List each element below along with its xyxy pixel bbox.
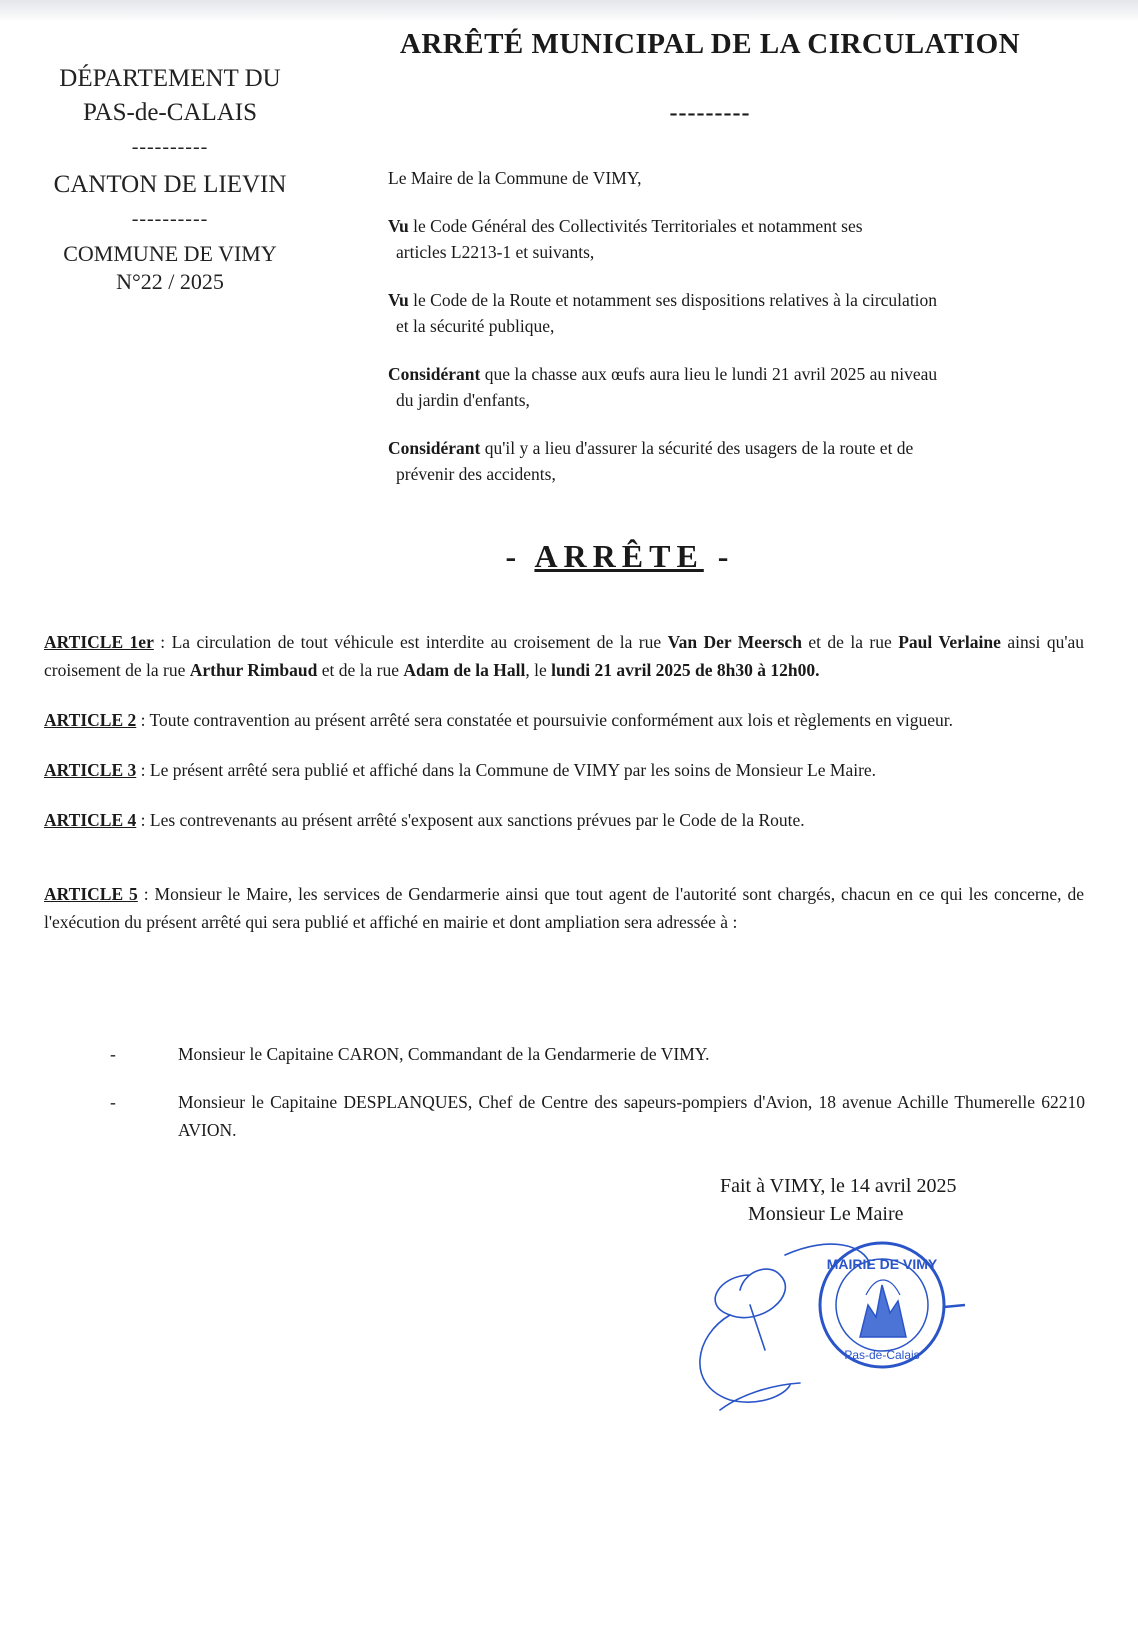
separator: ----------	[131, 208, 209, 230]
article-label: ARTICLE 3	[44, 760, 137, 780]
department-line-2: PAS-de-CALAIS	[82, 99, 258, 126]
department-line-1: DÉPARTEMENT DU	[59, 65, 281, 92]
article-text: : Monsieur le Maire, les services de Gendarmerie ainsi que tout agent de l'autorité sont chargés, chacun en ce qui les concerne, de l'exécution du présent arrêté qui sera publié et affiché en mairie et dont ampliation sera adressée à :	[44, 884, 1084, 932]
article-label: ARTICLE 1er	[44, 632, 154, 652]
article-label: ARTICLE 5	[44, 884, 138, 904]
article-text: : Le présent arrêté sera publié et affiché dans la Commune de VIMY par les soins de Monsieur Le Maire.	[136, 760, 877, 780]
articles	[44, 628, 1084, 958]
vu-text: le Code Général des Collectivités Territoriales et notamment ses	[408, 216, 863, 236]
considerant-text-continued: prévenir des accidents,	[396, 464, 556, 484]
vu-text-continued: articles L2213-1 et suivants,	[396, 242, 595, 262]
considerant-text-continued: du jardin d'enfants,	[396, 390, 530, 410]
article-text: et de la rue	[317, 660, 404, 680]
document-title: ARRÊTÉ MUNICIPAL DE LA CIRCULATION	[399, 28, 1021, 60]
decision-dash: -	[703, 538, 735, 574]
signature-and-stamp	[690, 1235, 1020, 1425]
article-2	[44, 706, 1084, 734]
article-4	[44, 806, 1084, 834]
considerant-text: que la chasse aux œufs aura lieu le lundi 21 avril 2025 au niveau	[480, 364, 938, 384]
decision-dash: -	[505, 538, 535, 574]
street-name: Paul Verlaine	[898, 632, 1001, 652]
signoff	[720, 1172, 1020, 1228]
article-1	[44, 628, 1084, 684]
spacer	[44, 856, 1084, 880]
article-text: : Toute contravention au présent arrêté sera constatée et poursuivie conformément aux lois et règlements en vigueur.	[136, 710, 954, 730]
recipient-text: Monsieur le Capitaine DESPLANQUES, Chef de Centre des sapeurs-pompiers d'Avion, 18 avenue Achille Thumerelle 62210 AVION.	[178, 1092, 1085, 1140]
article-text: ainsi qu'au croisement de la rue	[44, 632, 1084, 680]
recipient-text: Monsieur le Capitaine CARON, Commandant de la Gendarmerie de VIMY.	[178, 1044, 710, 1064]
street-name: Arthur Rimbaud	[189, 660, 318, 680]
place-date: Fait à VIMY, le 14 avril 2025	[720, 1175, 957, 1197]
decree-number: N°22 / 2025	[116, 269, 224, 294]
canton: CANTON DE LIEVIN	[53, 171, 287, 198]
recipients-list	[110, 1040, 1085, 1164]
street-name: Adam de la Hall	[403, 660, 526, 680]
preamble-intro: Le Maire de la Commune de VIMY,	[388, 168, 642, 188]
article-text: , le	[525, 660, 552, 680]
considerant-label: Considérant	[388, 438, 481, 458]
scan-shadow	[0, 0, 1138, 22]
municipal-stamp	[820, 1243, 965, 1367]
preamble-vu-1	[388, 213, 1068, 265]
signature-stamp-graphic	[690, 1235, 1020, 1425]
preamble-considerant-1	[388, 361, 1068, 413]
stamp-text-bottom: Pas-de-Calais	[844, 1348, 920, 1362]
bullet-dash: -	[110, 1044, 116, 1064]
vu-text-continued: et la sécurité publique,	[396, 316, 555, 336]
article-text: et de la rue	[801, 632, 899, 652]
article-3	[44, 756, 1084, 784]
considerant-text: qu'il y a lieu d'assurer la sécurité des usagers de la route et de	[480, 438, 914, 458]
bullet-dash: -	[110, 1092, 116, 1112]
stamp-text-top: MAIRIE DE VIMY	[826, 1256, 938, 1272]
separator: ----------	[131, 136, 209, 158]
article-label: ARTICLE 4	[44, 810, 137, 830]
preamble-vu-2	[388, 287, 1068, 339]
list-item	[110, 1088, 1085, 1144]
article-text: : La circulation de tout véhicule est interdite au croisement de la rue	[153, 632, 668, 652]
issuer-block	[30, 62, 310, 296]
preamble	[388, 165, 1068, 509]
vu-text: le Code de la Route et notamment ses dispositions relatives à la circulation	[408, 290, 938, 310]
street-name: Van Der Meersch	[667, 632, 802, 652]
list-item	[110, 1040, 1085, 1068]
considerant-label: Considérant	[388, 364, 481, 384]
article-label: ARTICLE 2	[44, 710, 137, 730]
title-separator: ---------	[669, 100, 751, 126]
preamble-considerant-2	[388, 435, 1068, 487]
closure-date-time: lundi 21 avril 2025 de 8h30 à 12h00.	[551, 660, 820, 680]
signatory: Monsieur Le Maire	[748, 1203, 904, 1225]
vu-label: Vu	[388, 216, 409, 236]
commune: COMMUNE DE VIMY	[63, 241, 277, 266]
vu-label: Vu	[388, 290, 409, 310]
article-5	[44, 880, 1084, 936]
decision-heading	[420, 538, 820, 575]
article-text: : Les contrevenants au présent arrêté s'exposent aux sanctions prévues par le Code de la Route.	[136, 810, 805, 830]
decision-word: ARRÊTE	[534, 538, 704, 574]
